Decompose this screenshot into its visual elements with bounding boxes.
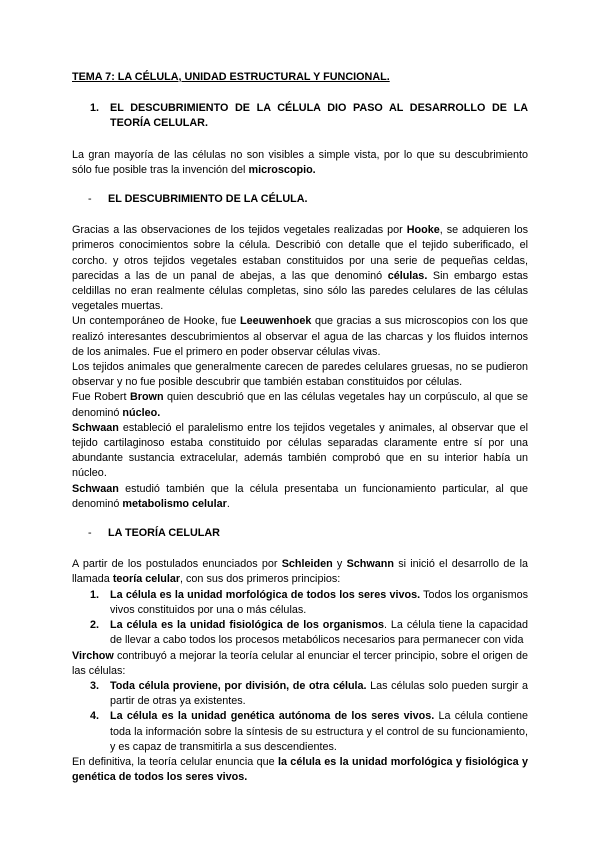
virchow-paragraph: Virchow contribuyó a mejorar la teoría celular al enunciar el tercer principio, sobre el origen de las células: [72, 649, 528, 677]
document-page [72, 70, 528, 785]
section-number: 1. [90, 102, 100, 115]
intro-paragraph: La gran mayoría de las células no son visibles a simple vista, por lo que su descubrimiento sólo fue posible tras la invención del microscopio. [72, 148, 528, 176]
theory-paragraph: A partir de los postulados enunciados por Schleiden y Schwann si inició el desarrollo de la llamada teoría celular, con sus dos primeros principios: [72, 558, 528, 586]
schwaan-paragraph-2: Schwaan estudió también que la célula presentaba un funcionamiento particular, al que denominó metabolismo celular. [72, 482, 528, 510]
subheading-text: EL DESCUBRIMIENTO DE LA CÉLULA. [108, 193, 308, 206]
subheading-text: LA TEORÍA CELULAR [108, 527, 220, 540]
principles-list-1 [72, 588, 528, 649]
list-item: 2. La célula es la unidad fisiológica de los organismos. La célula tiene la capacidad de llevar a cabo todos los procesos metabólicos necesarios para permanecer con vida [90, 619, 528, 647]
section-heading-1 [90, 101, 528, 131]
schwaan-paragraph-1: Schwaan estableció el paralelismo entre los tejidos vegetales y animales, al observar que el tejido cartilaginoso estaba constituido por células separadas claramente entre sí por una abundante sustancia extracelular, además también comprobó que en su interior había un núcleo. [72, 421, 528, 480]
bullet-dash: - [88, 193, 92, 206]
animal-tissue-paragraph: Los tejidos animales que generalmente carecen de paredes celulares gruesas, no se pudieron observar y no fue posible descubrir que también estaban constituidos por células. [72, 361, 528, 389]
subheading-cell-theory [88, 526, 528, 541]
principles-list-2 [72, 679, 528, 755]
subheading-discovery [88, 192, 528, 207]
list-item: 1. La célula es la unidad morfológica de todos los seres vivos. Todos los organismos vivos constituidos por una o más células. [90, 588, 528, 616]
list-item: 4. La célula es la unidad genética autónoma de los seres vivos. La célula contiene toda la información sobre la síntesis de su estructura y el control de su funcionamiento, y es capaz de transmitirla a sus descendientes. [90, 710, 528, 753]
hooke-paragraph: Gracias a las observaciones de los tejidos vegetales realizadas por Hooke, se adquieren los primeros conocimientos sobre la célula. Describió con detalle que el tejido suberificado, el corcho. y otros tejidos vegetales estaban constituidos por una serie de pequeñas celdas, parecidas a las de un panal de abejas, a las que denominó células. Sin embargo estas celdillas no eran realmente células completas, sino sólo las paredes celulares de las células vegetales muertas. [72, 224, 528, 313]
brown-paragraph: Fue Robert Brown quien descubrió que en las células vegetales hay un corpúsculo, al que se denominó núcleo. [72, 391, 528, 419]
conclusion-paragraph: En definitiva, la teoría celular enuncia que la célula es la unidad morfológica y fisiológica y genética de todos los seres vivos. [72, 755, 528, 784]
bullet-dash: - [88, 527, 92, 540]
page-title: TEMA 7: LA CÉLULA, UNIDAD ESTRUCTURAL Y FUNCIONAL. [72, 71, 390, 83]
leeuwenhoek-paragraph: Un contemporáneo de Hooke, fue Leeuwenhoek que gracias a sus microscopios con los que realizó interesantes descubrimientos al observar el agua de las charcas y los fluidos internos de los animales. Fue el primero en poder observar células vivas. [72, 315, 528, 358]
list-item: 3. Toda célula proviene, por división, de otra célula. Las células solo pueden surgir a partir de otras ya existentes. [90, 679, 528, 708]
section-heading-text: EL DESCUBRIMIENTO DE LA CÉLULA DIO PASO AL DESARROLLO DE LA TEORÍA CELULAR. [110, 102, 528, 130]
